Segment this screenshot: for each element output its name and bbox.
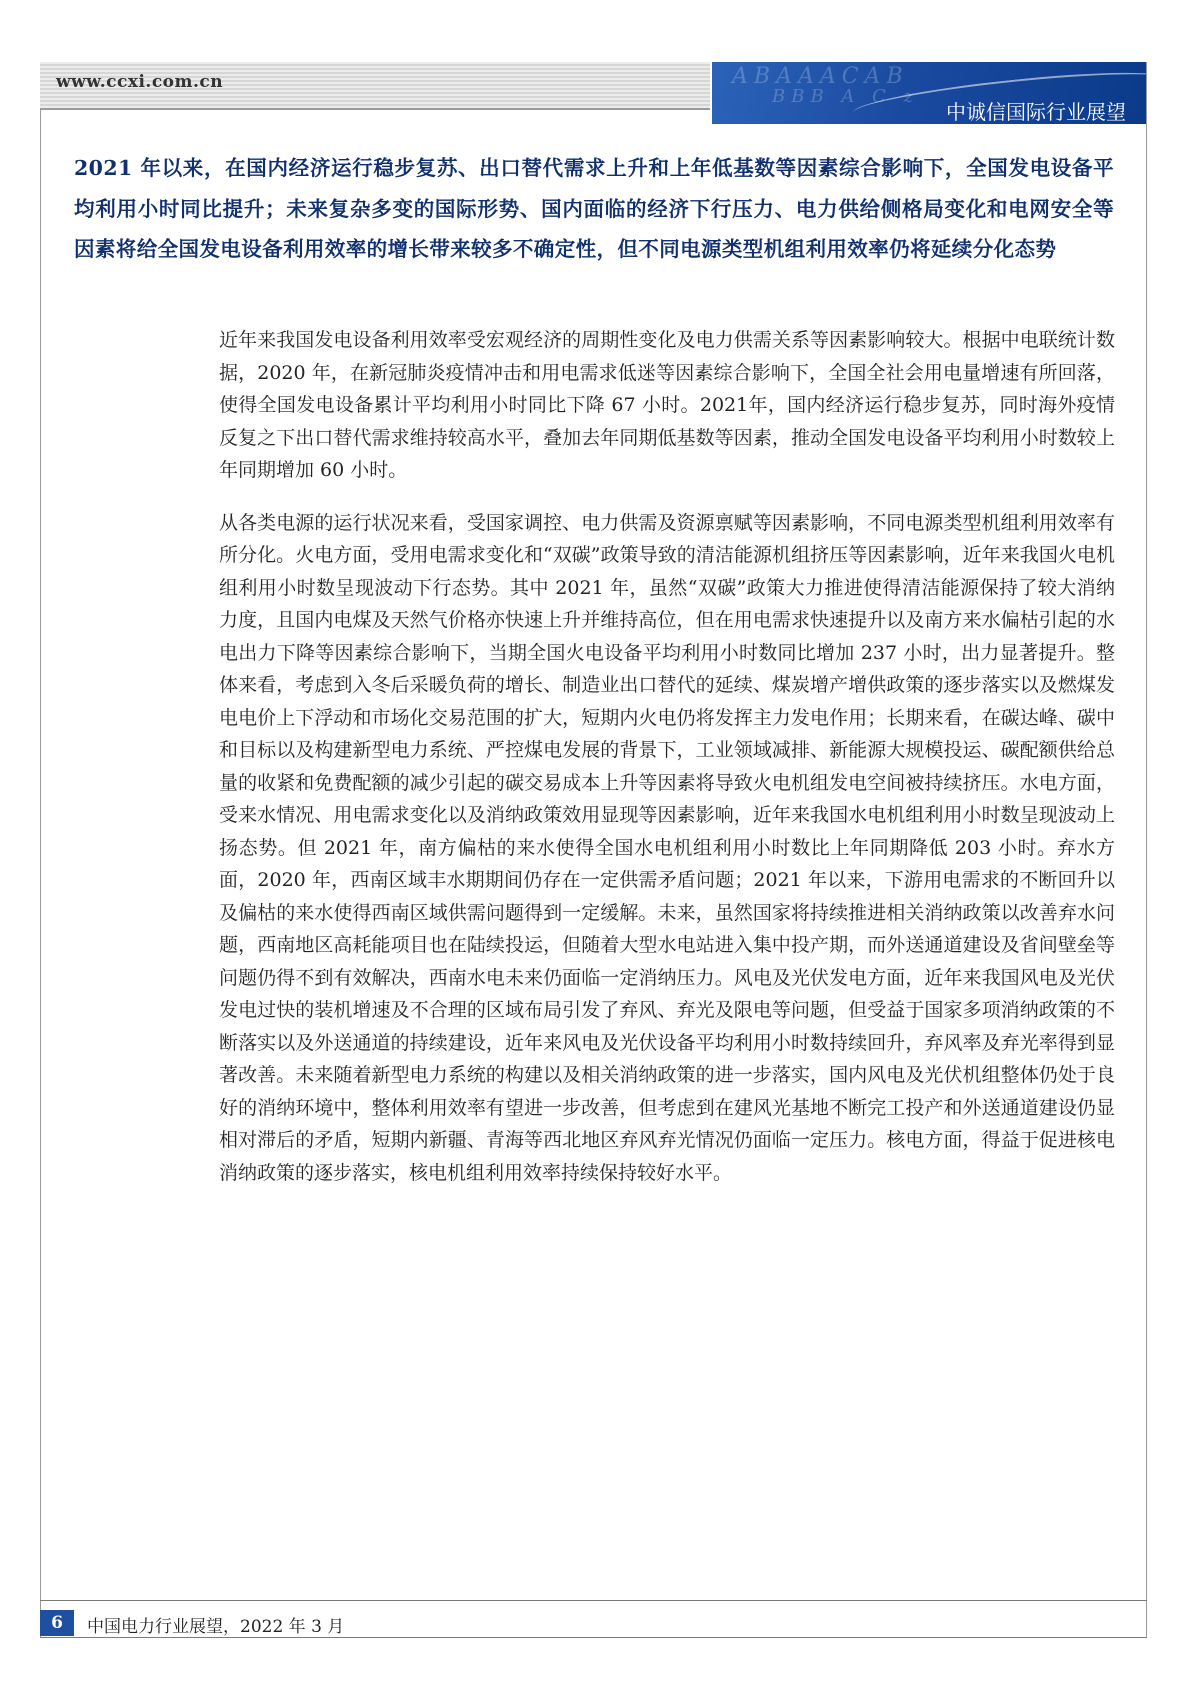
page-frame-left [40,62,41,1637]
banner-decor-line-1: ABAAACAB [732,64,909,89]
body-paragraph-2: 从各类电源的运行状况来看，受国家调控、电力供需及资源禀赋等因素影响，不同电源类型机组利用效率有所分化。火电方面，受用电需求变化和“双碳”政策导致的清洁能源机组挤压等因素影响，近年来我国火电机组利用小时数呈现波动下行态势。其中 2021 年，虽然“双碳”政策大力推进使得清洁能源保持了较大消纳力度，且国内电煤及天然气价格亦快速上升并维持高位，但在用电需求快速提升以及南方来水偏枯引起的水电出力下降等因素综合影响下，当期全国火电设备平均利用小时数同比增加 237 小时，出力显著提升。整体来看，考虑到入冬后采暖负荷的增长、制造业出口替代的延续、煤炭增产增供政策的逐步落实以及燃煤发电电价上下浮动和市场化交易范围的扩大，短期内火电仍将发挥主力发电作用；长期来看，在碳达峰、碳中和目标以及构建新型电力系统、严控煤电发展的背景下，工业领域减排、新能源大规模投运、碳配额供给总量的收紧和免费配额的减少引起的碳交易成本上升等因素将导致火电机组发电空间被持续挤压。水电方面，受来水情况、用电需求变化以及消纳政策效用显现等因素影响，近年来我国水电机组利用小时数呈现波动上扬态势。但 2021 年，南方偏枯的来水使得全国水电机组利用小时数比上年同期降低 203 小时。弃水方面，2020 年，西南区域丰水期期间仍存在一定供需矛盾问题；2021 年以来，下游用电需求的不断回升以及偏枯的来水使得西南区域供需问题得到一定缓解。未来，虽然国家将持续推进相关消纳政策以改善弃水问题，西南地区高耗能项目也在陆续投运，但随着大型水电站进入集中投产期，而外送通道建设及省间壁垒等问题仍得不到有效解决，西南水电未来仍面临一定消纳压力。风电及光伏发电方面，近年来我国风电及光伏发电过快的装机增速及不合理的区域布局引发了弃风、弃光及限电等问题，但受益于国家多项消纳政策的不断落实以及外送通道的持续建设，近年来风电及光伏设备平均利用小时数持续回升，弃风率及弃光率得到显著改善。未来随着新型电力系统的构建以及相关消纳政策的进一步落实，国内风电及光伏机组整体仍处于良好的消纳环境中，整体利用效率有望进一步改善，但考虑到在建风光基地不断完工投产和外送通道建设仍显相对滞后的矛盾，短期内新疆、青海等西北地区弃风弃光情况仍面临一定压力。核电方面，得益于促进核电消纳政策的逐步落实，核电机组利用效率持续保持较好水平。 [219,511,1115,1184]
section-heading: 2021 年以来，在国内经济运行稳步复苏、出口替代需求上升和上年低基数等因素综合影响下，全国发电设备平均利用小时同比提升；未来复杂多变的国际形势、国内面临的经济下行压力、电力供给侧格局变化和电网安全等因素将给全国发电设备利用效率的增长带来较多不确定性，但不同电源类型机组利用效率仍将延续分化态势 [74,156,1114,261]
body-paragraph-1: 近年来我国发电设备利用效率受宏观经济的周期性变化及电力供需关系等因素影响较大。根据中电联统计数据，2020 年，在新冠肺炎疫情冲击和用电需求低迷等因素综合影响下，全国全社会用电量增速有所回落，使得全国发电设备累计平均利用小时同比下降 67 小时。2021年，国内经济运行稳步复苏，同时海外疫情反复之下出口替代需求维持较高水平，叠加去年同期低基数等因素，推动全国发电设备平均利用小时数较上年同期增加 60 小时。 [219,329,1115,481]
header-banner [712,62,1146,124]
site-url: www.ccxi.com.cn [56,72,224,92]
body-text [219,324,1115,1209]
page-number-badge: 6 [40,1610,74,1636]
footer-caption: 中国电力行业展望，2022 年 3 月 [87,1617,345,1637]
banner-decor-line-2: BBB A C z [772,86,920,107]
footer-rule-top [40,1600,1147,1601]
footer-rule-bottom [40,1637,1147,1638]
publication-title: 中诚信国际行业展望 [946,100,1126,124]
page-frame-right [1146,62,1147,1637]
